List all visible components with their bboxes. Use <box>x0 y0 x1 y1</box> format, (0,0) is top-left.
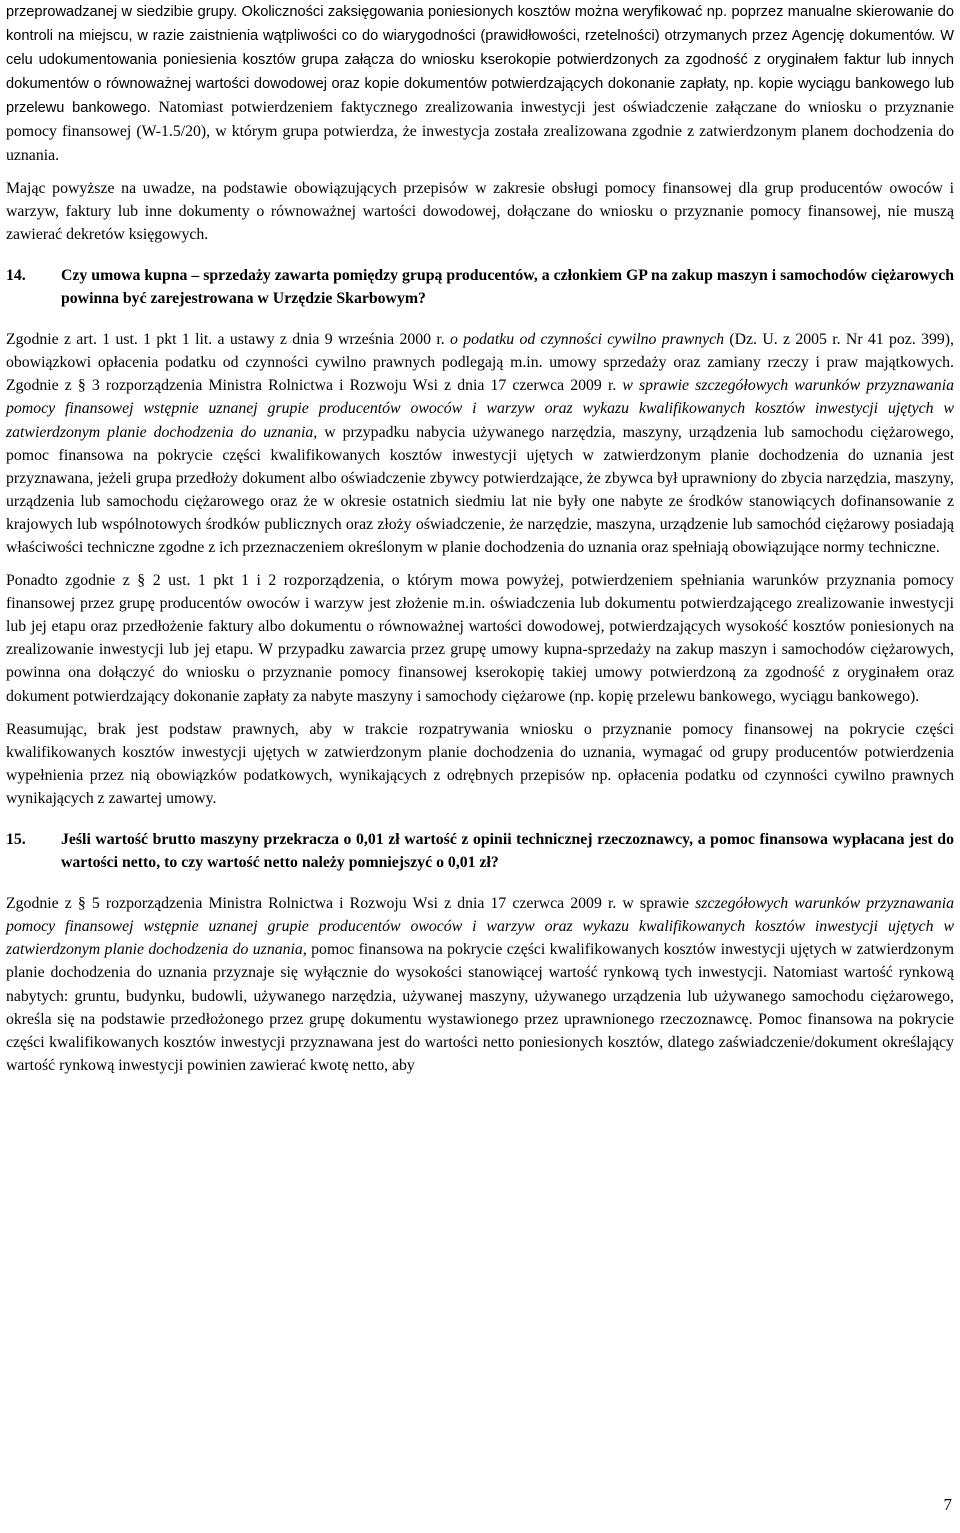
answer-15-paragraph <box>6 892 954 1077</box>
page-number: 7 <box>943 1495 952 1514</box>
answer-14-paragraph-3: Reasumując, brak jest podstaw prawnych, aby w trakcie rozpatrywania wniosku o przyznanie pomocy finansowej na pokrycie części kwalifikowanych kosztów inwestycji ujętych w zatwierdzonym planie dochodzenia do uznania, wymagać od grupy producentów potwierdzenia wypełnienia przez nią obowiązków podatkowych, wynikających z odrębnych przepisów np. opłacenia podatku od czynności cywilno prawnych wynikających z zawartej umowy. <box>6 720 954 807</box>
answer-14-paragraph-1 <box>6 328 954 559</box>
answer-14-p1-text-b: (Dz. U. z 2005 r. Nr 41 poz. 399), obowiązkowi opłacenia podatku od czynności cywilno prawnych podlegają m.in. umowy sprzedaży oraz zamiany rzeczy i praw majątkowych. Zgodnie z § 3 rozporządzenia Ministra Rolnictwa i Rozwoju Wsi z dnia 17 czerwca 2009 r. <box>6 331 954 395</box>
answer-15-text-a: Zgodnie z § 5 rozporządzenia Ministra Rolnictwa i Rozwoju Wsi z dnia 17 czerwca 2009 r. w sprawie <box>6 895 696 913</box>
answer-14-paragraph-2: Ponadto zgodnie z § 2 ust. 1 pkt 1 i 2 rozporządzenia, o którym mowa powyżej, potwierdzeniem spełniania warunków przyznania pomocy finansowej przez grupę producentów owoców i warzyw jest złożenie m.in. oświadczenia lub dokumentu potwierdzającego zrealizowanie inwestycji lub jej etapu oraz przedłożenie faktury albo dokumentu o równoważnej wartości dowodowej, potwierdzających wysokość kosztów poniesionych na zrealizowanie inwestycji lub jej etapu. W przypadku zawarcia przez grupę umowy kupna-sprzedaży na zakup maszyn i samochodów ciężarowych, powinna ona dołączyć do wniosku o przyznanie pomocy finansowej kserokopię takiej umowy potwierdzoną za zgodność z oryginałem oraz dokument potwierdzający dokonanie zapłaty za nabyte maszyny i samochody ciężarowe (np. kopię przelewu bankowego, wyciągu bankowego). <box>6 572 954 705</box>
question-15 <box>6 828 954 874</box>
answer-15-italic: szczegółowych warunków przyznawania pomocy finansowej wstępnie uznanej grupie producentów owoców i warzyw oraz wykazu kwalifikowanych kosztów inwestycji ujętych w zatwierdzonym planie dochodzenia do uznania <box>6 895 954 959</box>
intro-serif-text: Natomiast potwierdzeniem faktycznego zrealizowania inwestycji jest oświadczenie załączane do wniosku o przyznanie pomocy finansowej (W-1.5/20), w którym grupa potwierdza, że inwestycja została zrealizowana zgodnie z zatwierdzonym planem dochodzenia do uznania. <box>6 99 954 164</box>
question-15-text: Jeśli wartość brutto maszyny przekracza o 0,01 zł wartość z opinii technicznej rzeczoznawcy, a pomoc finansowa wypłacana jest do wartości netto, to czy wartość netto należy pomniejszyć o 0,01 zł? <box>61 831 954 872</box>
question-14-text: Czy umowa kupna – sprzedaży zawarta pomiędzy grupą producentów, a członkiem GP na zakup maszyn i samochodów ciężarowych powinna być zarejestrowana w Urzędzie Skarbowym? <box>61 266 954 308</box>
question-14-number: 14. <box>6 266 26 284</box>
intro-paragraph <box>6 0 954 167</box>
answer-14-p1-italic-b: w sprawie szczegółowych warunków przyznawania pomocy finansowej wstępnie uznanej grupie producentów owoców i warzyw oraz wykazu kwalifikowanych kosztów inwestycji ujętych w zatwierdzonym planie dochodzenia do uznania, <box>6 377 954 441</box>
document-page <box>6 0 954 1077</box>
question-15-number: 15. <box>6 831 26 848</box>
question-14 <box>6 264 954 310</box>
answer-14-p1-italic-a: o podatku od czynności cywilno prawnych <box>450 331 725 349</box>
paragraph-majac: Mając powyższe na uwadze, na podstawie obowiązujących przepisów w zakresie obsługi pomocy finansowej dla grup producentów owoców i warzyw, faktury lub inne dokumenty o równoważnej wartości dowodowej, dołączane do wniosku o przyznanie pomocy finansowej, nie muszą zawierać dekretów księgowych. <box>6 179 954 243</box>
answer-14-p1-text-c: w przypadku nabycia używanego narzędzia, maszyny, urządzenia lub samochodu ciężarowego, pomoc finansowa na pokrycie części kwalifikowanych kosztów inwestycji ujętych w zatwierdzonym planie dochodzenia do uznania jest przyznawana, jeżeli grupa przedłoży dokument albo oświadczenie zbywcy potwierdzające, że zbywca był uprawniony do zbycia narzędzia, maszyny, urządzenia lub samochodu ciężarowego oraz że w okresie ostatnich siedmiu lat nie były one nabyte ze środków stanowiących dofinansowanie z krajowych lub wspólnotowych środków publicznych oraz złoży oświadczenie, że narzędzie, maszyna, urządzenie lub samochód ciężarowy posiadają właściwości techniczne zgodne z ich przeznaczeniem określonym w planie dochodzenia do uznania oraz spełniają obowiązujące normy techniczne. <box>6 423 954 556</box>
intro-sans-text: przeprowadzanej w siedzibie grupy. Okoliczności zaksięgowania poniesionych kosztów można weryfikować np. poprzez manualne skierowanie do kontroli na miejscu, w razie zaistnienia wątpliwości co do wiarygodności (prawidłowości, rzetelności) otrzymanych przez Agencję dokumentów. W celu udokumentowania poniesienia kosztów grupa załącza do wniosku kserokopie potwierdzonych za zgodność z oryginałem faktur lub innych dokumentów o równoważnej wartości dowodowej oraz kopie dokumentów potwierdzających dokonanie zapłaty, np. kopie wyciągu bankowego lub przelewu bankowego. <box>6 4 954 117</box>
answer-14-p1-text-a: Zgodnie z art. 1 ust. 1 pkt 1 lit. a ustawy z dnia 9 września 2000 r. <box>6 331 451 349</box>
answer-15-text-b: , pomoc finansowa na pokrycie części kwalifikowanych kosztów inwestycji ujętych w zatwierdzonym planie dochodzenia do uznania przyznaje się wyłącznie do wysokości stanowiącej wartość rynkową tych inwestycji. Natomiast wartość rynkową nabytych: gruntu, budynku, budowli, używanego narzędzia, używanej maszyny, używanego urządzenia lub używanego samochodu ciężarowego, określa się na podstawie przedłożonego przez grupę dokumentu wystawionego przez uprawnionego rzeczoznawcę. Pomoc finansowa na pokrycie części kwalifikowanych kosztów inwestycji przyznawana jest do wartości netto poniesionych kosztów, dlatego zaświadczenie/dokument określający wartość rynkową inwestycji powinien zawierać kwotę netto, aby <box>6 941 955 1074</box>
